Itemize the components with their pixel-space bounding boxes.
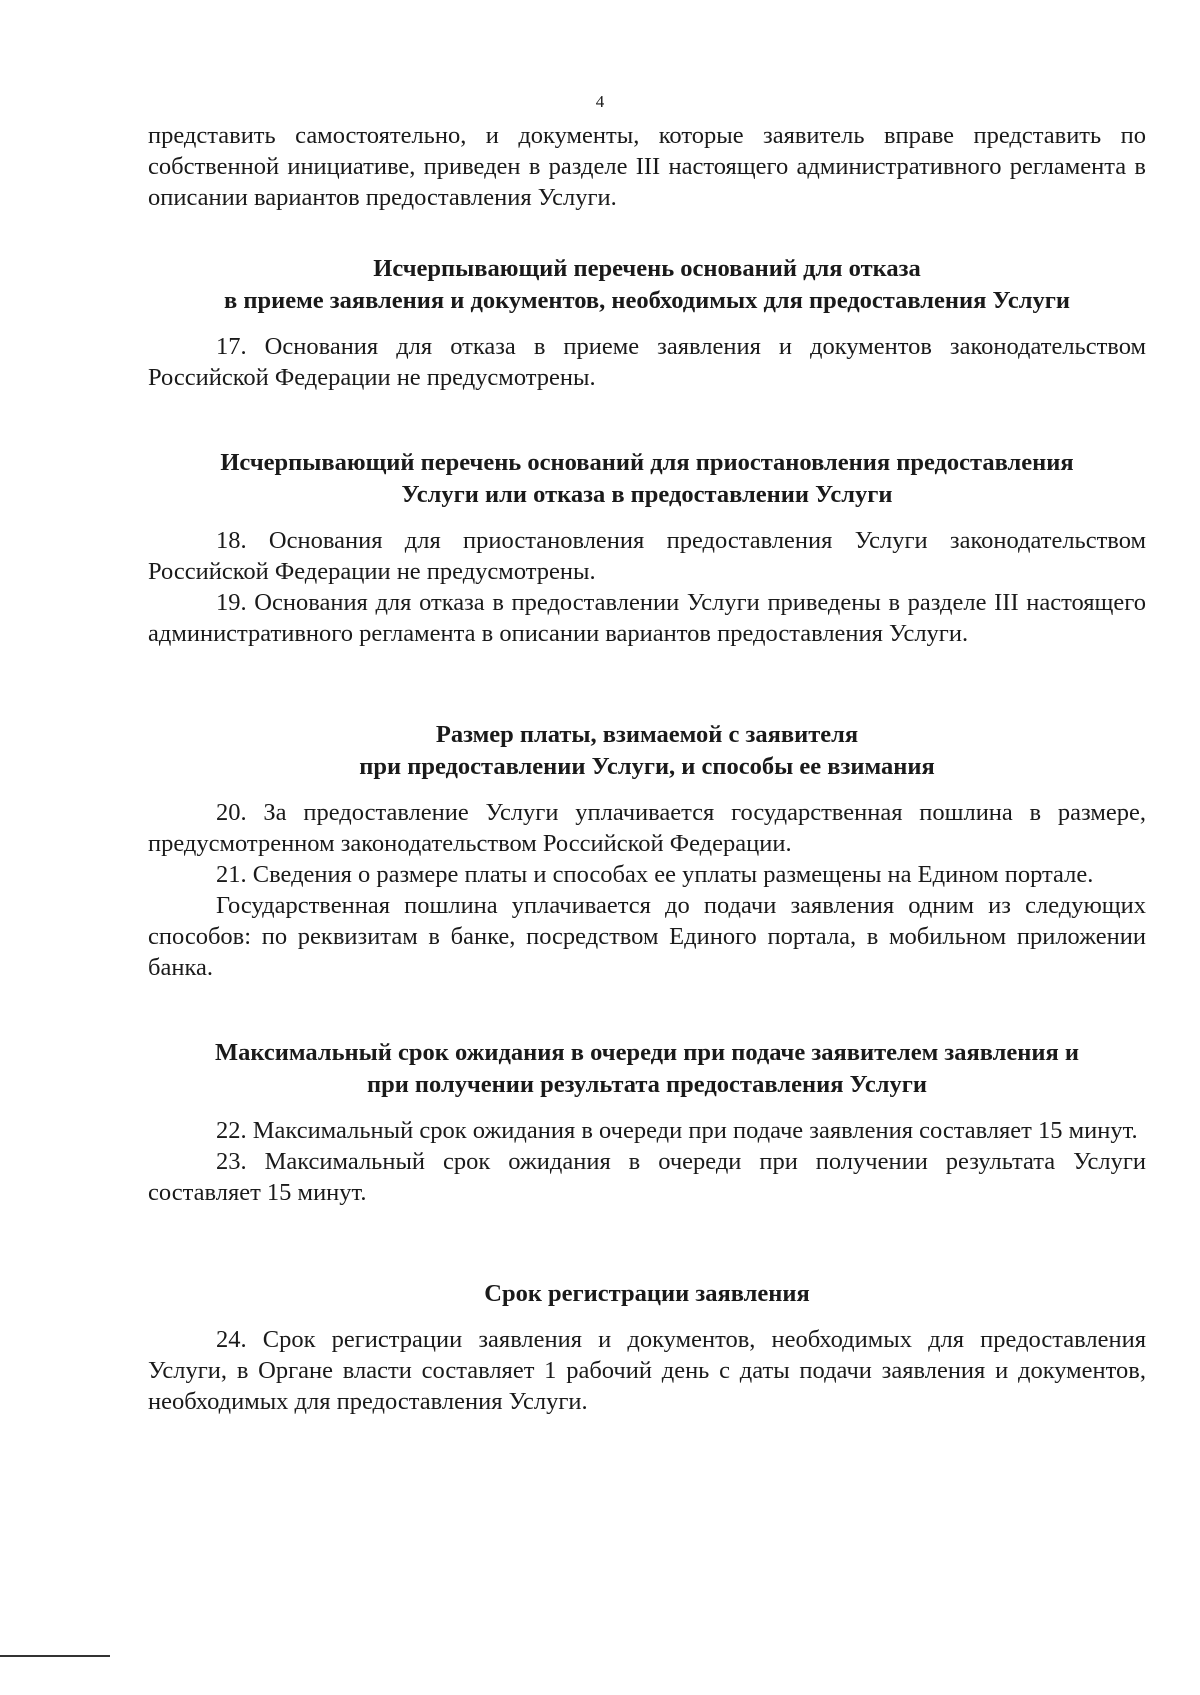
paragraph-21: 21. Сведения о размере платы и способах ее уплаты размещены на Едином портале. <box>216 861 1094 888</box>
section-suspension-refusal <box>148 447 1146 649</box>
heading-line: Исчерпывающий перечень оснований для отказа <box>373 255 921 282</box>
intro-paragraph: представить самостоятельно, и документы, которые заявитель вправе представить по собственной инициативе, приведен в разделе III настоящего административного регламента в описании вариантов предоставления Услуги. <box>148 122 1146 211</box>
paragraph-fee-methods: Государственная пошлина уплачивается до подачи заявления одним из следующих способов: по реквизитам в банке, посредством Единого портала, в мобильном приложении банка. <box>148 892 1146 981</box>
section-heading <box>148 1278 1146 1310</box>
section-heading <box>148 719 1146 783</box>
heading-line: Размер платы, взимаемой с заявителя <box>435 721 859 748</box>
heading-line: Исчерпывающий перечень оснований для приостановления предоставления <box>220 449 1074 476</box>
footer-rule <box>0 1655 110 1657</box>
paragraph-19: 19. Основания для отказа в предоставлении Услуги приведены в разделе III настоящего административного регламента в описании вариантов предоставления Услуги. <box>148 589 1146 647</box>
section-refusal-acceptance <box>148 253 1146 393</box>
heading-line: Срок регистрации заявления <box>484 1280 810 1307</box>
paragraph-17: 17. Основания для отказа в приеме заявления и документов законодательством Российской Федерации не предусмотрены. <box>148 333 1146 391</box>
section-registration <box>148 1278 1146 1417</box>
paragraph-24: 24. Срок регистрации заявления и документов, необходимых для предоставления Услуги, в Органе власти составляет 1 рабочий день с даты подачи заявления и документов, необходимых для предоставления Услуги. <box>148 1326 1146 1415</box>
paragraph-22: 22. Максимальный срок ожидания в очереди при подаче заявления составляет 15 минут. <box>216 1117 1138 1144</box>
heading-line: Услуги или отказа в предоставлении Услуги <box>401 481 893 508</box>
page-number: 4 <box>595 92 605 111</box>
section-heading <box>148 253 1146 317</box>
heading-line: Максимальный срок ожидания в очереди при подаче заявителем заявления и <box>214 1039 1080 1066</box>
section-fee <box>148 719 1146 983</box>
document-body <box>148 120 1146 1431</box>
section-heading <box>148 447 1146 511</box>
paragraph-23: 23. Максимальный срок ожидания в очереди при получении результата Услуги составляет 15 минут. <box>148 1148 1146 1206</box>
paragraph-18: 18. Основания для приостановления предоставления Услуги законодательством Российской Федерации не предусмотрены. <box>148 527 1146 585</box>
paragraph-20: 20. За предоставление Услуги уплачивается государственная пошлина в размере, предусмотренном законодательством Российской Федерации. <box>148 799 1146 857</box>
section-queue-time <box>148 1037 1146 1208</box>
heading-line: при предоставлении Услуги, и способы ее взимания <box>359 753 935 780</box>
heading-line: при получении результата предоставления Услуги <box>366 1071 928 1098</box>
heading-line: в приеме заявления и документов, необходимых для предоставления Услуги <box>224 287 1070 314</box>
section-heading <box>148 1037 1146 1101</box>
